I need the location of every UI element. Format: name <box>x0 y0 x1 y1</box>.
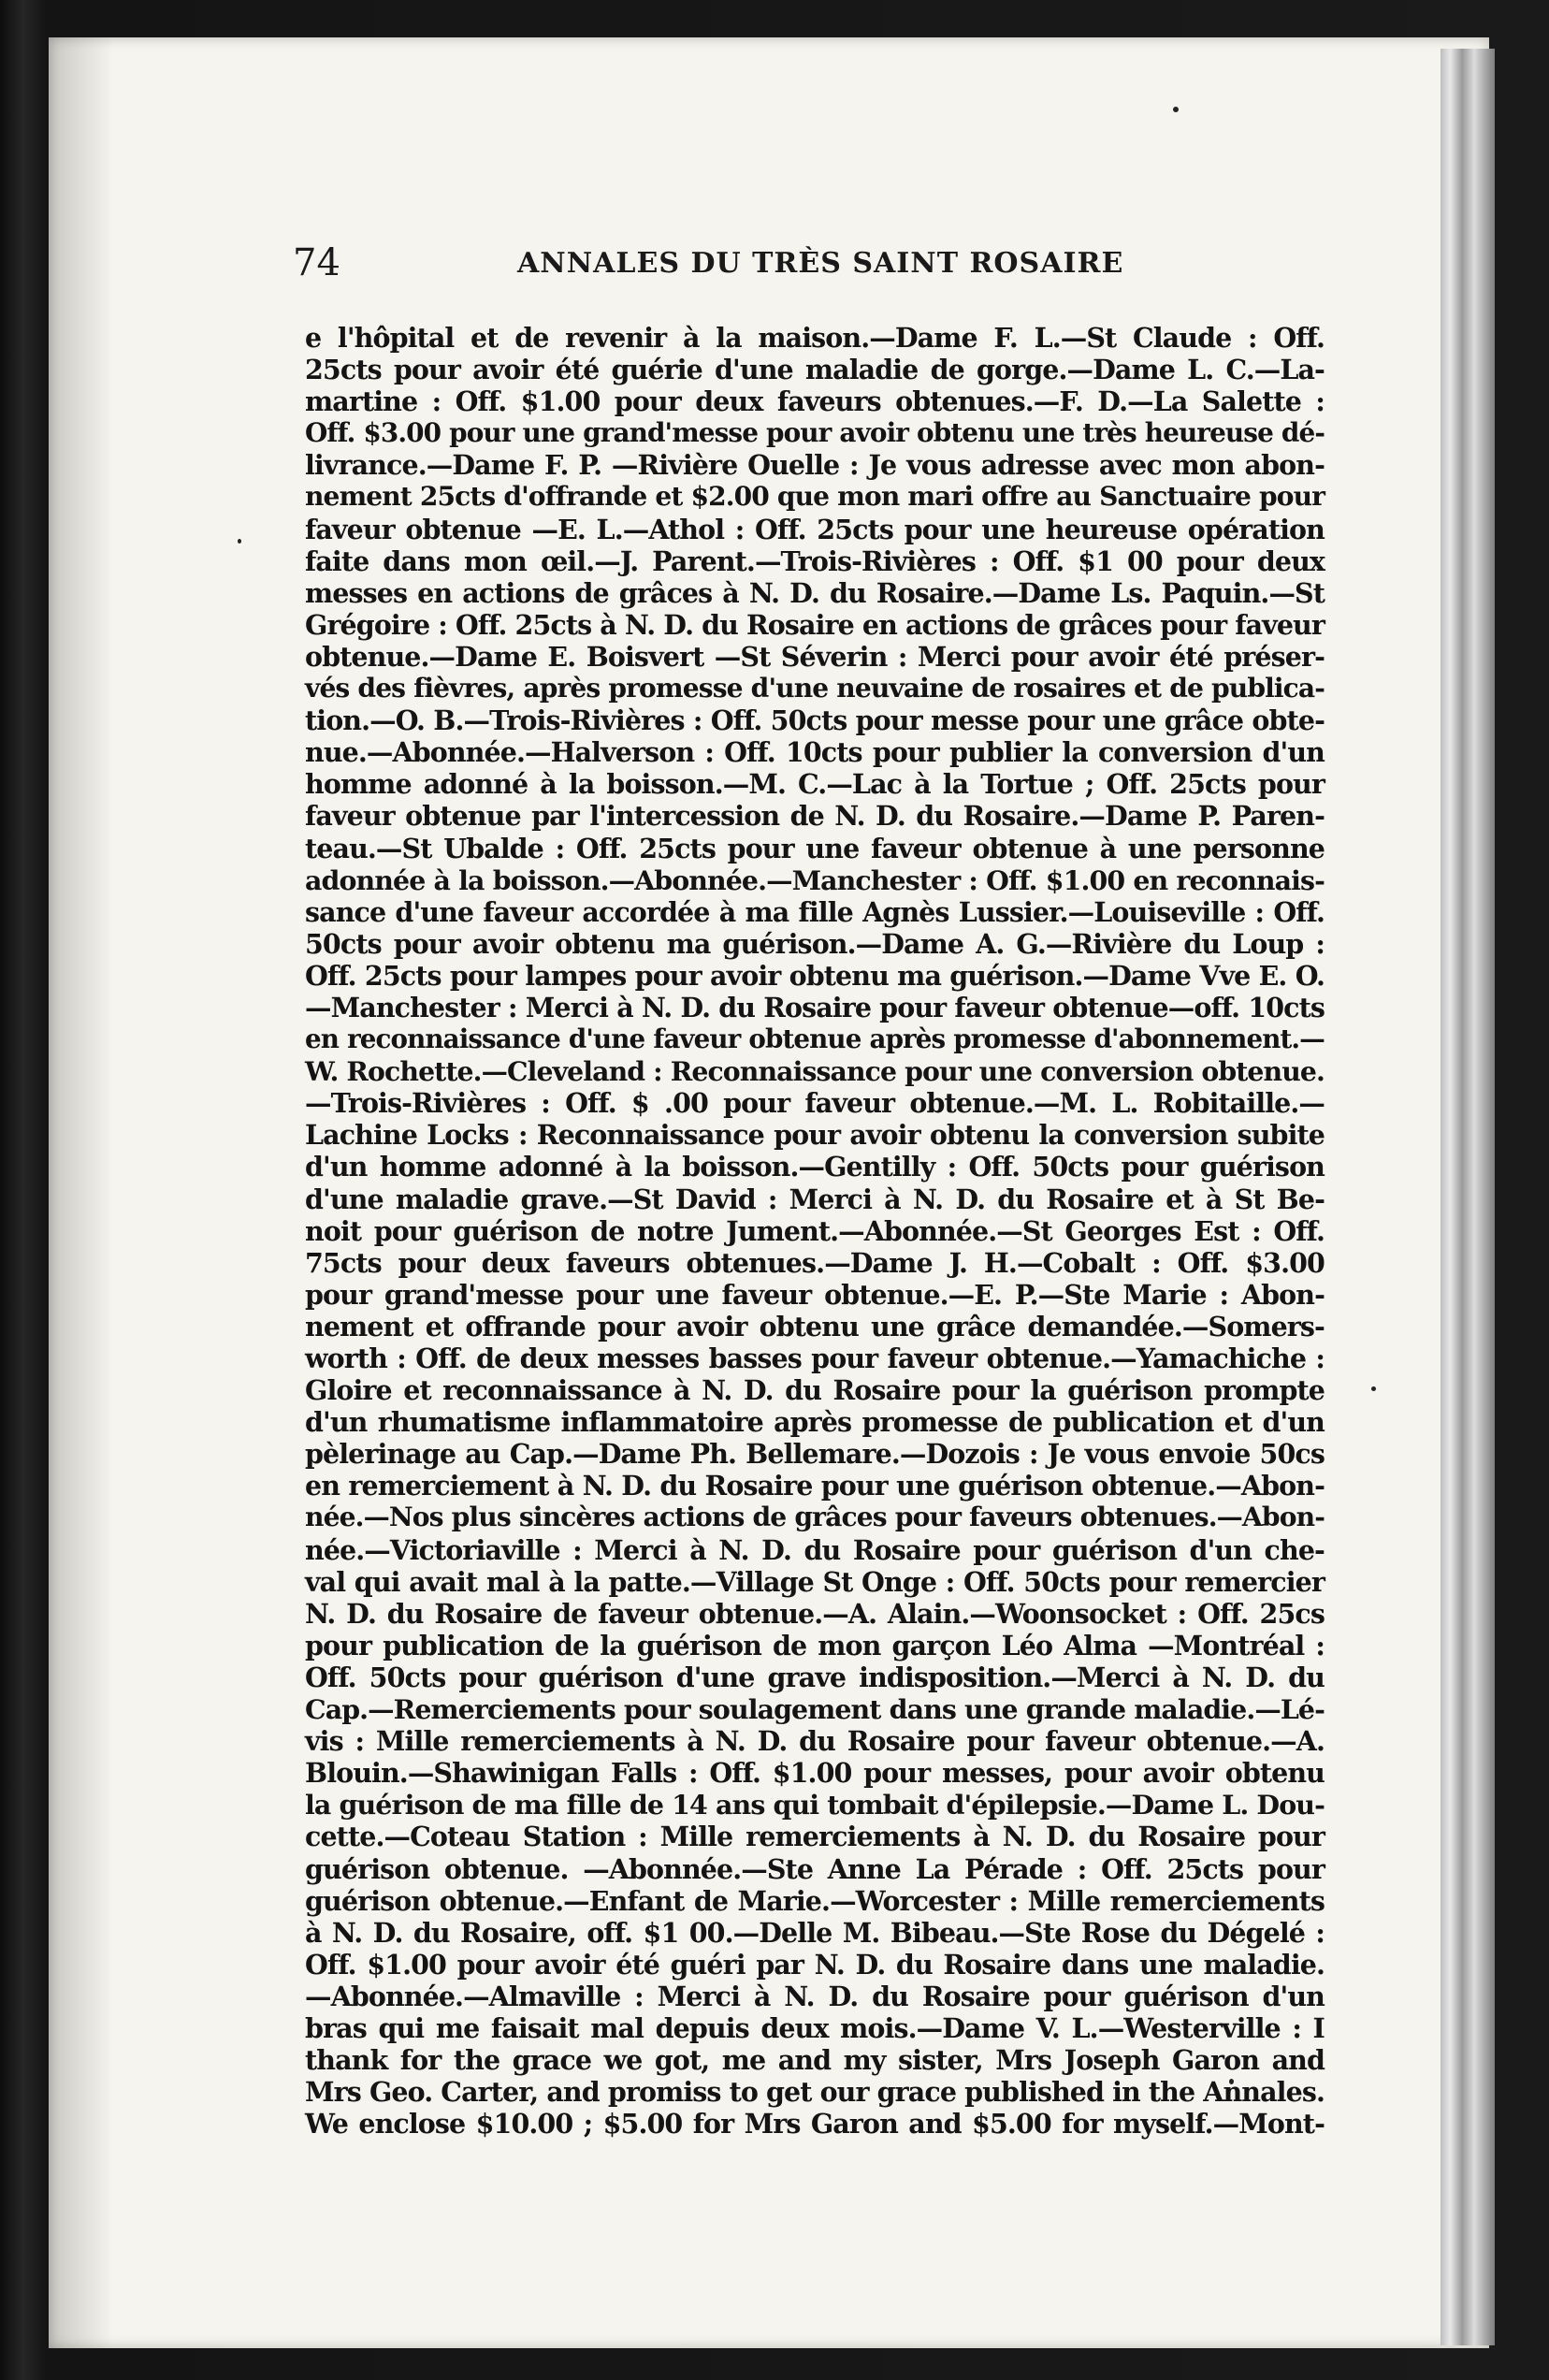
text-line: en reconnaissance d'une faveur obtenue après promesse d'abonnement.— <box>305 1023 1325 1055</box>
text-line: teau.—St Ubalde : Off. 25cts pour une faveur obtenue à une personne <box>305 832 1325 864</box>
text-line: adonnée à la boisson.—Abonnée.—Manchester : Off. $1.00 en reconnais- <box>305 863 1325 896</box>
text-line: W. Rochette.—Cleveland : Reconnaissance pour une conversion obtenue. <box>305 1055 1325 1088</box>
text-line: martine : Off. $1.00 pour deux faveurs obtenues.—F. D.—La Salette : <box>305 385 1325 418</box>
text-line: val qui avait mal à la patte.—Village St Onge : Off. 50cts pour remercier <box>305 1565 1325 1598</box>
text-line: noit pour guérison de notre Jument.—Abonnée.—St Georges Est : Off. <box>305 1214 1325 1247</box>
text-line: We enclose $10.00 ; $5.00 for Mrs Garon and $5.00 for myself.—Mont- <box>305 2108 1325 2141</box>
text-line: cette.—Coteau Station : Mille remerciements à N. D. du Rosaire pour <box>305 1821 1325 1853</box>
text-line: bras qui me faisait mal depuis deux mois.—Dame V. L.—Westerville : I <box>305 2011 1325 2044</box>
text-line: messes en actions de grâces à N. D. du Rosaire.—Dame Ls. Paquin.—St <box>305 576 1325 609</box>
text-line: Off. 50cts pour guérison d'une grave indisposition.—Merci à N. D. du <box>305 1661 1325 1693</box>
scan-speck <box>1173 107 1179 112</box>
gutter-shadow <box>49 37 114 2348</box>
text-line: guérison obtenue. —Abonnée.—Ste Anne La Pérade : Off. 25cts pour <box>305 1852 1325 1885</box>
text-line: Off. $3.00 pour une grand'messe pour avoir obtenu une très heureuse dé- <box>305 417 1325 449</box>
page-header <box>293 241 1322 298</box>
text-line: Cap.—Remerciements pour soulagement dans une grande maladie.—Lé- <box>305 1693 1325 1726</box>
text-line: N. D. du Rosaire de faveur obtenue.—A. Alain.—Woonsocket : Off. 25cs <box>305 1597 1325 1630</box>
text-line: Off. 25cts pour lampes pour avoir obtenu ma guérison.—Dame Vve E. O. <box>305 959 1325 992</box>
text-line: Lachine Locks : Reconnaissance pour avoir obtenu la conversion subite <box>305 1119 1325 1152</box>
page-edge <box>1440 49 1495 2345</box>
text-line: Grégoire : Off. 25cts à N. D. du Rosaire en actions de grâces pour faveur <box>305 608 1325 641</box>
text-line: —Abonnée.—Almaville : Merci à N. D. du Rosaire pour guérison d'un <box>305 1980 1325 2012</box>
text-line: née.—Victoriaville : Merci à N. D. du Rosaire pour guérison d'un che- <box>305 1533 1325 1566</box>
text-line: vis : Mille remerciements à N. D. du Rosaire pour faveur obtenue.—A. <box>305 1725 1325 1758</box>
text-line: 50cts pour avoir obtenu ma guérison.—Dame A. G.—Rivière du Loup : <box>305 927 1325 960</box>
text-line: obtenue.—Dame E. Boisvert —St Séverin : Merci pour avoir été préser- <box>305 640 1325 673</box>
body-text <box>305 322 1325 2140</box>
text-line: pèlerinage au Cap.—Dame Ph. Bellemare.—Dozois : Je vous envoie 50cs <box>305 1438 1325 1471</box>
scan-speck <box>1371 1386 1376 1391</box>
text-line: livrance.—Dame F. P. —Rivière Ouelle : Je vous adresse avec mon abon- <box>305 449 1325 482</box>
text-line: pour publication de la guérison de mon garçon Léo Alma —Montréal : <box>305 1629 1325 1662</box>
text-line: —Trois-Rivières : Off. $ .00 pour faveur obtenue.—M. L. Robitaille.— <box>305 1087 1325 1120</box>
text-line: d'un homme adonné à la boisson.—Gentilly : Off. 50cts pour guérison <box>305 1151 1325 1183</box>
text-line: vés des fièvres, après promesse d'une neuvaine de rosaires et de publica- <box>305 673 1325 704</box>
text-line: —Manchester : Merci à N. D. du Rosaire pour faveur obtenue—off. 10cts <box>305 991 1325 1023</box>
text-line: worth : Off. de deux messes basses pour faveur obtenue.—Yamachiche : <box>305 1342 1325 1374</box>
text-line: d'une maladie grave.—St David : Merci à N. D. du Rosaire et à St Be- <box>305 1183 1325 1215</box>
running-title: ANNALES DU TRÈS SAINT ROSAIRE <box>517 247 1124 280</box>
text-line: à N. D. du Rosaire, off. $1 00.—Delle M. Bibeau.—Ste Rose du Dégelé : <box>305 1916 1325 1949</box>
text-line: tion.—O. B.—Trois-Rivières : Off. 50cts pour messe pour une grâce obte- <box>305 704 1325 737</box>
text-line: 75cts pour deux faveurs obtenues.—Dame J. H.—Cobalt : Off. $3.00 <box>305 1246 1325 1279</box>
scan-speck <box>238 539 241 544</box>
text-line: Blouin.—Shawinigan Falls : Off. $1.00 pour messes, pour avoir obtenu <box>305 1757 1325 1790</box>
page-number: 74 <box>293 241 340 284</box>
text-line: d'un rhumatisme inflammatoire après promesse de publication et d'un <box>305 1406 1325 1439</box>
text-line: nement 25cts d'offrande et $2.00 que mon mari offre au Sanctuaire pour <box>305 481 1325 513</box>
text-line: faveur obtenue par l'intercession de N. D. du Rosaire.—Dame P. Paren- <box>305 800 1325 833</box>
text-line: en remerciement à N. D. du Rosaire pour une guérison obtenue.—Abon- <box>305 1470 1325 1502</box>
text-line: la guérison de ma fille de 14 ans qui tombait d'épilepsie.—Dame L. Dou- <box>305 1789 1325 1821</box>
text-line: née.—Nos plus sincères actions de grâces pour faveurs obtenues.—Abon- <box>305 1502 1325 1533</box>
text-line: nement et offrande pour avoir obtenu une grâce demandée.—Somers- <box>305 1310 1325 1342</box>
text-line: faveur obtenue —E. L.—Athol : Off. 25cts pour une heureuse opération <box>305 513 1325 545</box>
text-line: faite dans mon œil.—J. Parent.—Trois-Rivières : Off. $1 00 pour deux <box>305 544 1325 577</box>
text-line: guérison obtenue.—Enfant de Marie.—Worcester : Mille remerciements <box>305 1884 1325 1917</box>
text-line: nue.—Abonnée.—Halverson : Off. 10cts pour publier la conversion d'un <box>305 736 1325 769</box>
text-line: Off. $1.00 pour avoir été guéri par N. D. du Rosaire dans une maladie. <box>305 1948 1325 1981</box>
text-line: sance d'une faveur accordée à ma fille Agnès Lussier.—Louiseville : Off. <box>305 895 1325 928</box>
text-line: pour grand'messe pour une faveur obtenue.—E. P.—Ste Marie : Abon- <box>305 1278 1325 1311</box>
text-line: Gloire et reconnaissance à N. D. du Rosaire pour la guérison prompte <box>305 1374 1325 1407</box>
text-line: thank for the grace we got, me and my sister, Mrs Joseph Garon and <box>305 2044 1325 2077</box>
text-line: homme adonné à la boisson.—M. C.—Lac à la Tortue ; Off. 25cts pour <box>305 768 1325 801</box>
text-line: Mrs Geo. Carter, and promiss to get our grace published in the Annales. <box>305 2076 1325 2109</box>
text-line: e l'hôpital et de revenir à la maison.—Dame F. L.—St Claude : Off. <box>305 322 1325 354</box>
text-line: 25cts pour avoir été guérie d'une maladie de gorge.—Dame L. C.—La- <box>305 354 1325 386</box>
